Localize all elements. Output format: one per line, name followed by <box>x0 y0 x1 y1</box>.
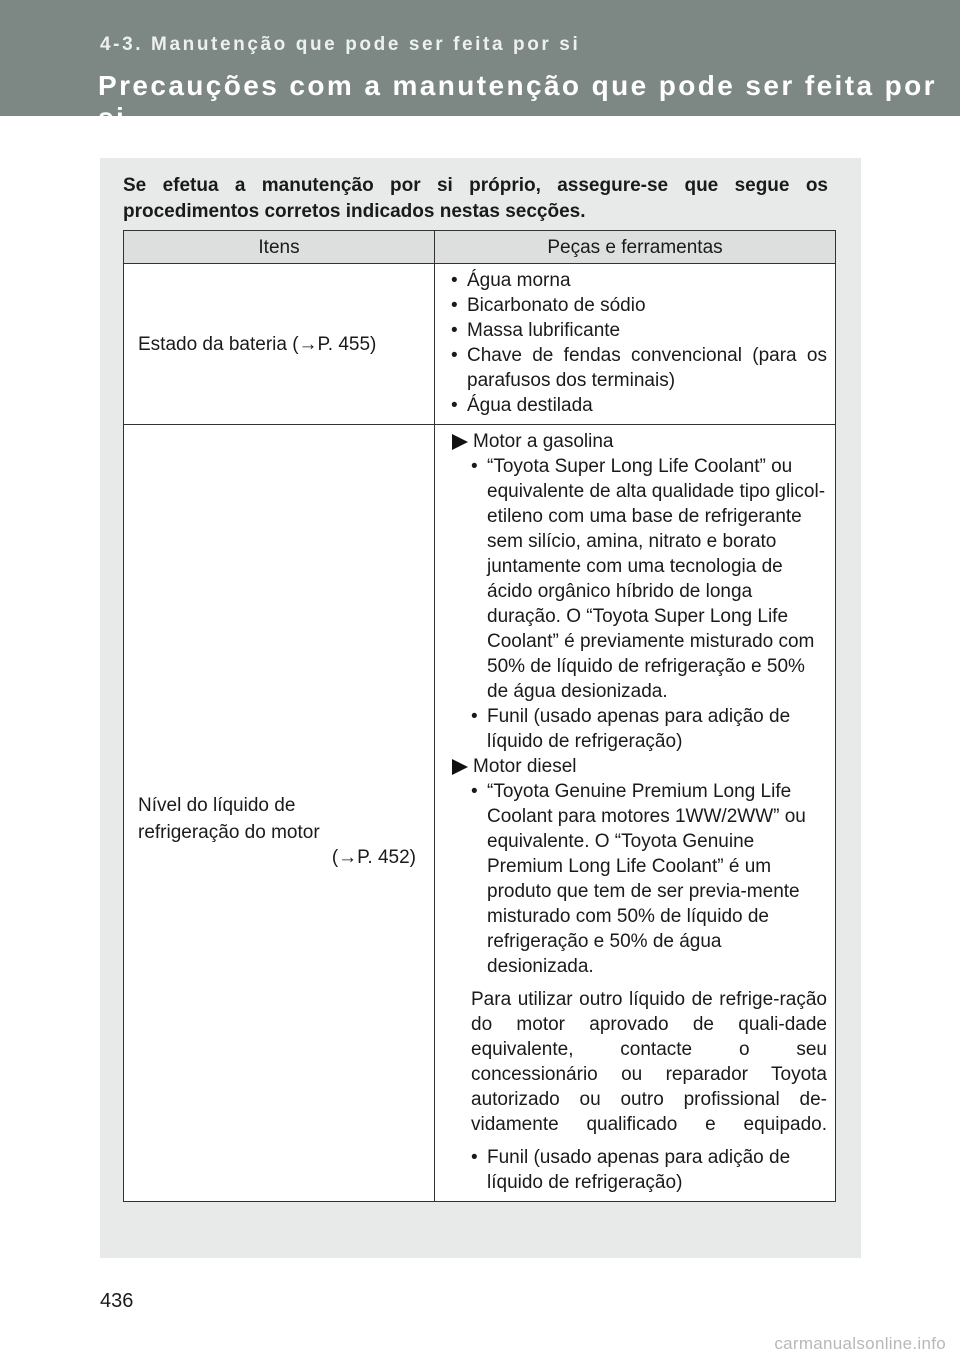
list-item: • Água morna <box>451 268 827 293</box>
gasoline-heading-label: Motor a gasolina <box>473 431 614 452</box>
col-header-items: Itens <box>124 231 435 264</box>
watermark: carmanualsonline.info <box>774 1334 946 1353</box>
page-number: 436 <box>100 1290 134 1312</box>
list-item: • Funil (usado apenas para adição de líquido de refrigeração) <box>471 704 827 754</box>
page-title: Precauções com a manutenção que pode ser feita por si <box>98 70 937 133</box>
diesel-note <box>471 987 827 1137</box>
list-item: • “Toyota Super Long Life Coolant” ou equivalente de alta qualidade tipo glicol-etileno com uma base de refrigerante sem silício, amina, nitrato e borato juntamente com uma tecnologia de ácido orgânico híbrido de longa duração. O “Toyota Super Long Life Coolant” é previamente misturado com 50% de líquido de refrigeração e 50% de água desionizada. <box>471 454 827 704</box>
item-coolant-line2: refrigeração do motor <box>138 821 320 843</box>
item-cell-battery <box>124 264 435 425</box>
item-battery-label: Estado da bateria (→P. 455) <box>138 333 377 355</box>
table-row <box>124 425 836 1202</box>
gasoline-heading <box>451 429 827 454</box>
col-header-parts: Peças e ferramentas <box>435 231 836 264</box>
table-header-row <box>124 231 836 264</box>
list-item: • Água destilada <box>451 393 827 418</box>
diesel-heading <box>451 754 827 779</box>
item-coolant-ref: (→P. 452) <box>331 846 416 868</box>
parts-cell-battery <box>435 264 836 425</box>
diesel-note-text: Para utilizar outro líquido de refrige-ração do motor aprovado de quali-dade equivalente, contacte o seu concessionário ou reparador Toyota autorizado ou outro profissional de-vidamente qualificado e equipado. <box>471 989 827 1135</box>
section-title: 4-3. Manutenção que pode ser feita por si <box>100 34 581 55</box>
page-header <box>0 0 960 133</box>
list-item: • Chave de fendas convencional (para os parafusos dos terminais) <box>451 343 827 393</box>
diesel-heading-label: Motor diesel <box>473 756 577 777</box>
triangle-right-icon <box>452 759 468 775</box>
item-coolant-line1: Nível do líquido de <box>138 794 296 816</box>
triangle-right-icon <box>452 434 468 450</box>
intro-text: Se efetua a manutenção por si próprio, assegure-se que segue os procedimentos corretos indicados nestas secções. <box>123 175 828 222</box>
parts-cell-coolant <box>435 425 836 1202</box>
maintenance-table <box>123 230 836 1202</box>
table-row <box>124 264 836 425</box>
list-item: • “Toyota Genuine Premium Long Life Coolant para motores 1WW/2WW” ou equivalente. O “Toyota Genuine Premium Long Life Coolant” é um produto que tem de ser previa-mente misturado com 50% de líquido de refrigeração e 50% de água desionizada. <box>471 779 827 979</box>
list-item: • Funil (usado apenas para adição de líquido de refrigeração) <box>471 1145 827 1195</box>
list-item: • Massa lubrificante <box>451 318 827 343</box>
item-cell-coolant <box>124 425 435 1202</box>
list-item: • Bicarbonato de sódio <box>451 293 827 318</box>
